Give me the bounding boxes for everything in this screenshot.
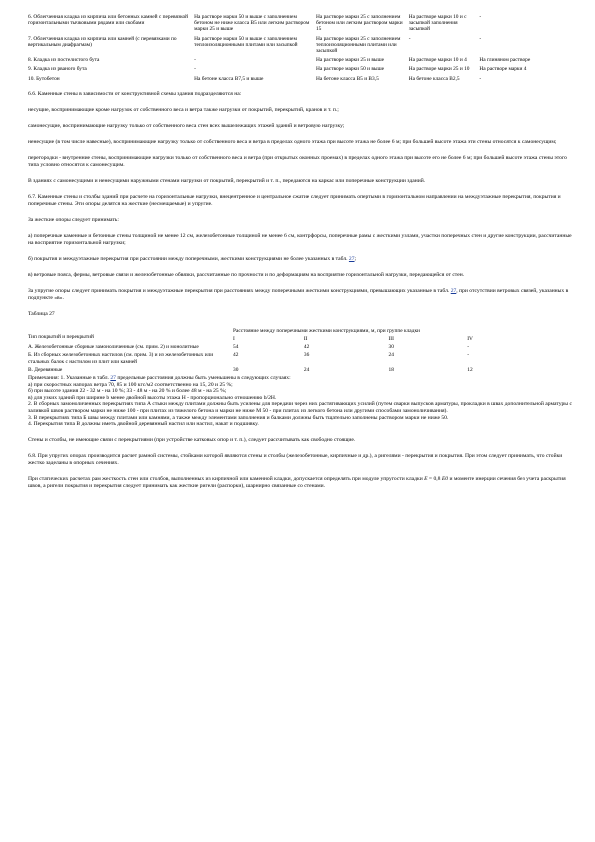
- table-cell: -: [194, 57, 196, 64]
- table-27-caption: Таблица 27: [28, 310, 55, 317]
- distance-cell: 42: [303, 344, 310, 351]
- clause-6-6: 6.6. Каменные стены в зависимости от конструктивной схемы здания подразделяются на:: [28, 90, 242, 97]
- table-27: [28, 328, 548, 375]
- distance-cell: 24: [303, 366, 310, 373]
- table-cell: 10. Бутобетон: [28, 75, 60, 82]
- table-cell: На растворе марки 50 и выше с заполнением теплоизоляционными плитами или засыпкой: [194, 35, 298, 48]
- note-2: 2. В сборных замоноличенных перекрытиях типа А стыки между плитами должны быть усилены для передачи через них растягивающих усилий (путем сварки выпусков арматуры, прокладки в швах дополнительной арматуры с заливкой швов раствором марки не ниже 100 - при плитах из тяжелого бетона и марки не ниже М 50 - при плитах из легкого бетона или другими способами замоноличивания).: [28, 401, 572, 415]
- table-cell: На бетоне класса В7,5 и выше: [194, 75, 264, 82]
- partitions-definition: перегородки - внутренние стены, воспринимающие нагрузки только от собственного веса и ветра (при открытых оконных проемах) в пределах одного этажа при высоте его не более 6 м; при большей высоте этажа стены этого типа условно относятся к самонесущим.: [28, 154, 567, 168]
- table-cell: На растворе марки 10 и 4: [408, 57, 467, 64]
- loads-transfer-paragraph: В зданиях с самонесущими и ненесущими наружными стенами нагрузки от покрытий, перекрытий и т. п., передаются на каркас или поперечные конструкции зданий.: [28, 177, 426, 184]
- distance-cell: 30: [233, 366, 239, 373]
- table-cell: -: [479, 14, 482, 20]
- distance-cell: -: [467, 352, 470, 359]
- table-cell: 7. Облегченная кладка из кирпича или камней (с перевязками по вертикальным диафрагмам): [28, 35, 177, 48]
- clause-6-7: 6.7. Каменные стены и столбы зданий при расчете на горизонтальные нагрузки, внецентренное и центральное сжатие следует принимать опертыми в горизонтальном направлении на междуэтажные перекрытия, покрытия и поперечные стены. Эти опоры делятся на жесткие (несмещаемые) и упругие.: [28, 193, 561, 207]
- page: [28, 14, 578, 490]
- table-cell: 6. Облегченная кладка из кирпича или бетонных камней с перевязкой горизонтальными тычковыми рядами или скобами: [28, 14, 189, 27]
- header-distance: Расстояние между поперечными жесткими конструкциями, м, при группе кладки: [233, 327, 420, 334]
- table-cell: -: [479, 75, 482, 82]
- free-standing-walls-paragraph: Стены и столбы, не имеющие связи с перекрытиями (при устройстве катковых опор и т. п.), следует рассчитывать как свободно стоящие.: [28, 436, 356, 443]
- table-27-link[interactable]: 27: [450, 287, 457, 294]
- table-27-notes: [28, 375, 578, 428]
- table-cell: На растворе марки 25 и выше: [315, 57, 385, 64]
- table-row: [28, 76, 548, 85]
- table-row: [28, 36, 548, 58]
- table-cell: На растворе марки 25 и 10: [408, 66, 470, 73]
- note-1b: б) при высоте здания 22 - 32 м - на 10 %; 33 - 48 м - на 20 % и более 48 м - на 25 %;: [28, 388, 227, 395]
- table-27-link[interactable]: 27: [110, 375, 116, 382]
- rigid-support-item-a: а) поперечные каменные и бетонные стены толщиной не менее 12 см, железобетонные толщиной не менее 6 см, контрфорсы, поперечные рамы с жесткими узлами, участки поперечных стен и другие конструкции, рассчитанные на восприятие горизонтальной нагрузки;: [28, 232, 572, 246]
- distance-cell: 54: [233, 344, 239, 351]
- table-cell: На растворе марки 10 и с засыпкой заполнения засыпкой: [408, 14, 467, 33]
- distance-cell: 24: [388, 352, 394, 359]
- non-bearing-walls-definition: ненесущие (в том числе навесные), воспринимающие нагрузку только от собственного веса и ветра в пределах одного этажа при высоте этажа не более 6 м; при большей высоте этажа эти стены относятся к самонесущим;: [28, 138, 557, 145]
- table-27-link[interactable]: 27: [348, 255, 355, 262]
- note-3: 3. В перекрытиях типа Б швы между плитами или камнями, а также между элементами заполнения и балками должны быть тщательно заполнены раствором марки не ниже 50.: [28, 414, 449, 421]
- note-4: 4. Перекрытия типа В должны иметь двойной деревянный настил или настил, накат и подшивку.: [28, 421, 259, 428]
- table-cell: На растворе марки 25 с заполнением теплоизоляционными плитами или засыпкой: [315, 35, 401, 55]
- floor-type-cell: Б. Из сборных железобетонных настилов (см. прим. 3) и из железобетонных или стальных балок с настилом из плит или камней: [28, 352, 214, 365]
- distance-cell: 12: [467, 366, 473, 373]
- distance-cell: 42: [233, 352, 239, 359]
- distance-cell: 36: [303, 352, 310, 359]
- table-row: [28, 367, 548, 375]
- table-cell: -: [479, 35, 482, 42]
- table-row: [28, 66, 548, 75]
- floor-type-cell: В. Деревянные: [28, 366, 63, 373]
- table-cell: На растворе марки 50 и выше: [315, 66, 385, 73]
- elastic-supports-paragraph: За упругие опоры следует принимать покрытия и междуэтажные перекрытия при расстояниях между поперечными жесткими конструкциями, превышающих указанные в табл. 27, при отсутствии ветровых связей, указанных в подпункте «в».: [28, 287, 569, 301]
- floor-type-cell: А. Железобетонные сборные замоноличенные (см. прим. 2) и монолитные: [28, 344, 199, 351]
- table-cell: 9. Кладка из рваного бута: [28, 66, 87, 73]
- distance-cell: -: [467, 344, 470, 351]
- table-row: [28, 14, 548, 36]
- rigid-supports-intro: За жесткие опоры следует принимать:: [28, 216, 119, 223]
- note-1: Примечания: 1. Указанные в табл. 27 предельные расстояния должны быть уменьшены в следующих случаях:: [28, 375, 291, 382]
- frame-stiffness-paragraph: При статических расчетах рам жесткость стен или столбов, выполненных из кирпичной или каменной кладки, допускается определять при модуле упругости кладки E = 0,8 E0 и моменте инерции сечения без учета раскрытия швов, а ригели покрытия и перекрытия следует принимать как жесткие ригели (распорки), шарнирно связанные со стенами.: [28, 475, 566, 489]
- table-cell: На растворе марки 50 и выше с заполнением бетоном не ниже класса В5 или легким раствором марки 25 и выше: [194, 14, 310, 33]
- table-cell: На бетоне класса В2,5: [408, 75, 460, 82]
- distance-cell: 18: [388, 366, 394, 373]
- table-cell: -: [194, 66, 196, 73]
- header-group-1: I: [233, 336, 235, 343]
- table-cell: На бетоне класса В5 и В3,5: [315, 75, 379, 82]
- table-cell: На глиняном растворе: [479, 57, 531, 64]
- rigid-support-item-c: в) ветровые пояса, фермы, ветровые связи и железобетонные обвязки, рассчитанные по прочности и по деформациям на восприятие горизонтальной нагрузки, передающейся от стен.: [28, 271, 465, 278]
- rigid-support-item-b: б) покрытия и междуэтажные перекрытия при расстоянии между поперечными, жесткими конструкциями не более указанных в табл. 27;: [28, 255, 357, 262]
- note-1a: а) при скоростных напорах ветра 70, 85 и 100 кгс/м2 соответственно на 15, 20 и 25 %;: [28, 381, 233, 388]
- table-cell: 8. Кладка из постелистого бута: [28, 57, 100, 64]
- header-group-3: III: [388, 336, 394, 343]
- self-supporting-walls-definition: самонесущие, воспринимающие нагрузку только от собственного веса стен всех вышележащих этажей зданий и ветровую нагрузку;: [28, 122, 345, 129]
- header-group-2: II: [303, 336, 308, 343]
- note-1c: в) для узких зданий при ширине b менее двойной высоты этажа H - пропорционально отношению b/2H.: [28, 394, 277, 401]
- masonry-groups-table: [28, 14, 548, 85]
- header-group-4: IV: [467, 336, 473, 343]
- table-row: [28, 352, 548, 366]
- header-floor-type: Тип покрытий и перекрытий: [28, 333, 94, 340]
- table-cell: На растворе марки 25 с заполнением бетоном или легким раствором марки 15: [315, 14, 403, 33]
- bearing-walls-definition: несущие, воспринимающие кроме нагрузок от собственного веса и ветра также нагрузки от покрытий, перекрытий, кранов и т. п.;: [28, 106, 339, 113]
- clause-6-8: 6.8. При упругих опорах производится расчет рамной системы, стойками которой являются стены и столбы (железобетонные, кирпичные и др.), а ригелями - перекрытия и покрытия. При этом следует принимать, что стойки жестко заделаны в опорных сечениях.: [28, 452, 563, 466]
- table-cell: На растворе марки 4: [479, 66, 527, 73]
- table-cell: -: [408, 35, 411, 42]
- distance-cell: 30: [388, 344, 394, 351]
- table-row: [28, 57, 548, 66]
